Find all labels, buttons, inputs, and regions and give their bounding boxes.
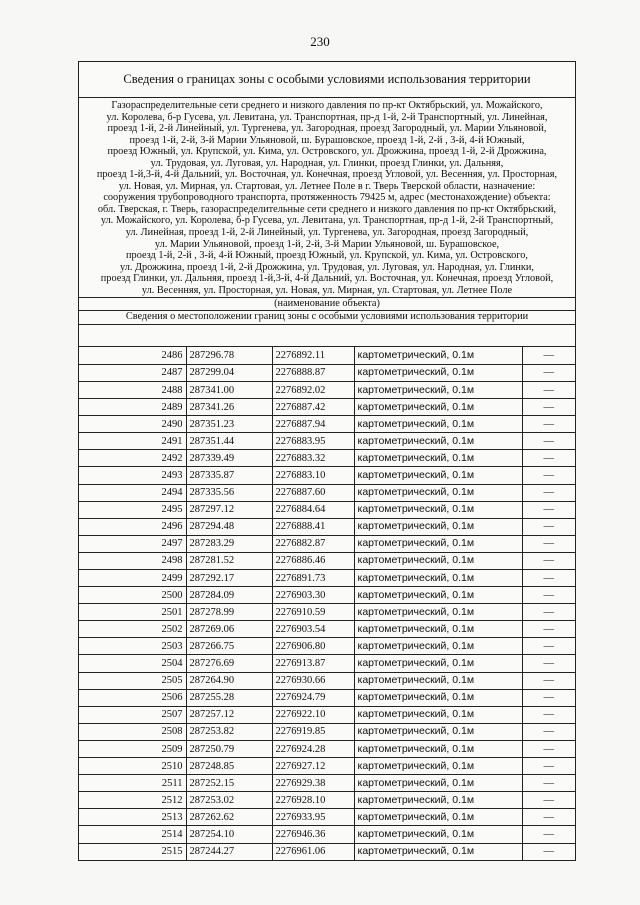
accuracy-dash: —	[522, 518, 575, 535]
coordinate-x: 287255.28	[186, 689, 272, 706]
determination-method: картометрический, 0.1м	[354, 689, 522, 706]
coordinate-x: 287284.09	[186, 587, 272, 604]
determination-method: картометрический, 0.1м	[354, 638, 522, 655]
point-number: 2506	[79, 689, 186, 706]
point-number: 2511	[79, 775, 186, 792]
point-number: 2508	[79, 723, 186, 740]
determination-method: картометрический, 0.1м	[354, 381, 522, 398]
determination-method: картометрический, 0.1м	[354, 672, 522, 689]
determination-method: картометрический, 0.1м	[354, 723, 522, 740]
point-number: 2498	[79, 552, 186, 569]
coordinate-x: 287351.23	[186, 416, 272, 433]
table-row	[79, 416, 575, 433]
table-row	[79, 638, 575, 655]
table-row	[79, 740, 575, 757]
accuracy-dash: —	[522, 416, 575, 433]
description-line: ул. Королева, б-р Гусева, ул. Левитана, ул. Транспортная, пр-д 1-й, 2-й Транспортный, ул. Линейная,	[106, 111, 548, 123]
determination-method: картометрический, 0.1м	[354, 740, 522, 757]
determination-method: картометрический, 0.1м	[354, 467, 522, 484]
accuracy-dash: —	[522, 364, 575, 381]
accuracy-dash: —	[522, 535, 575, 552]
description-line: ул. Можайского, ул. Королева, б-р Гусева, ул. Левитана, ул. Транспортная, пр-д 1-й, 2-й Транспортный,	[100, 215, 554, 227]
coordinate-x: 287335.87	[186, 467, 272, 484]
table-row	[79, 467, 575, 484]
zone-boundary-document	[78, 61, 576, 861]
coordinate-y: 2276888.87	[272, 364, 354, 381]
coordinate-x: 287252.15	[186, 775, 272, 792]
description-line: ул. Дрожжина, проезд 1-й, 2-й Дрожжина, ул. Трудовая, ул. Луговая, ул. Народная, ул. Глинки,	[120, 261, 534, 273]
determination-method: картометрический, 0.1м	[354, 399, 522, 416]
point-number: 2507	[79, 706, 186, 723]
accuracy-dash: —	[522, 552, 575, 569]
point-number: 2492	[79, 450, 186, 467]
accuracy-dash: —	[522, 570, 575, 587]
coordinate-x: 287253.02	[186, 792, 272, 809]
coordinate-y: 2276887.60	[272, 484, 354, 501]
document-title: Сведения о границах зоны с особыми условиями использования территории	[79, 62, 575, 98]
coordinate-y: 2276887.94	[272, 416, 354, 433]
accuracy-dash: —	[522, 467, 575, 484]
description-line: проезд 1-й,3-й, 4-й Дальний, ул. Восточная, ул. Конечная, проезд Угловой, ул. Весенняя, ул. Просторная,	[96, 169, 558, 181]
accuracy-dash: —	[522, 706, 575, 723]
coordinate-x: 287269.06	[186, 621, 272, 638]
coordinate-y: 2276887.42	[272, 399, 354, 416]
accuracy-dash: —	[522, 347, 575, 364]
coordinate-y: 2276906.80	[272, 638, 354, 655]
accuracy-dash: —	[522, 399, 575, 416]
coordinate-y: 2276924.79	[272, 689, 354, 706]
point-number: 2510	[79, 758, 186, 775]
accuracy-dash: —	[522, 740, 575, 757]
accuracy-dash: —	[522, 655, 575, 672]
point-number: 2491	[79, 433, 186, 450]
coordinate-y: 2276882.87	[272, 535, 354, 552]
coordinate-y: 2276933.95	[272, 809, 354, 826]
accuracy-dash: —	[522, 723, 575, 740]
table-row	[79, 604, 575, 621]
table-row	[79, 535, 575, 552]
accuracy-dash: —	[522, 843, 575, 860]
point-number: 2486	[79, 347, 186, 364]
point-number: 2513	[79, 809, 186, 826]
point-number: 2512	[79, 792, 186, 809]
coordinate-y: 2276930.66	[272, 672, 354, 689]
accuracy-dash: —	[522, 484, 575, 501]
coordinate-y: 2276924.28	[272, 740, 354, 757]
table-row	[79, 381, 575, 398]
coordinate-x: 287341.00	[186, 381, 272, 398]
point-number: 2493	[79, 467, 186, 484]
table-row	[79, 689, 575, 706]
coordinate-y: 2276927.12	[272, 758, 354, 775]
table-row	[79, 484, 575, 501]
determination-method: картометрический, 0.1м	[354, 416, 522, 433]
coordinate-x: 287278.99	[186, 604, 272, 621]
table-row	[79, 570, 575, 587]
table-row	[79, 672, 575, 689]
description-line: проезд Глинки, ул. Дальняя, проезд 1-й,3-й, 4-й Дальний, ул. Восточная, ул. Конечная, проезд Угловой,	[100, 273, 554, 285]
coordinate-y: 2276886.46	[272, 552, 354, 569]
description-line: сооружения трубопроводного транспорта, протяженность 79425 м, адрес (местонахождение) объекта:	[103, 192, 551, 204]
coordinates-table	[79, 347, 575, 860]
table-row	[79, 433, 575, 450]
point-number: 2505	[79, 672, 186, 689]
determination-method: картометрический, 0.1м	[354, 552, 522, 569]
point-number: 2490	[79, 416, 186, 433]
coordinate-x: 287266.75	[186, 638, 272, 655]
coordinate-x: 287292.17	[186, 570, 272, 587]
coordinate-x: 287281.52	[186, 552, 272, 569]
coordinate-x: 287250.79	[186, 740, 272, 757]
table-row	[79, 450, 575, 467]
coordinate-y: 2276910.59	[272, 604, 354, 621]
table-row	[79, 518, 575, 535]
page-number: 230	[310, 34, 330, 49]
accuracy-dash: —	[522, 501, 575, 518]
coordinate-y: 2276883.95	[272, 433, 354, 450]
table-row	[79, 809, 575, 826]
coordinate-y: 2276929.38	[272, 775, 354, 792]
coordinate-y: 2276922.10	[272, 706, 354, 723]
accuracy-dash: —	[522, 758, 575, 775]
point-number: 2500	[79, 587, 186, 604]
coordinate-y: 2276903.30	[272, 587, 354, 604]
coordinate-x: 287351.44	[186, 433, 272, 450]
point-number: 2496	[79, 518, 186, 535]
coordinate-y: 2276892.11	[272, 347, 354, 364]
coordinate-x: 287283.29	[186, 535, 272, 552]
accuracy-dash: —	[522, 604, 575, 621]
determination-method: картометрический, 0.1м	[354, 826, 522, 843]
coordinate-y: 2276919.85	[272, 723, 354, 740]
coordinate-x: 287257.12	[186, 706, 272, 723]
accuracy-dash: —	[522, 638, 575, 655]
coordinate-y: 2276961.06	[272, 843, 354, 860]
point-number: 2488	[79, 381, 186, 398]
object-name-caption: (наименование объекта)	[79, 298, 575, 311]
table-row	[79, 399, 575, 416]
description-line: проезд 1-й, 2-й, 3-й Марии Ульяновой, ш. Бурашовское, проезд 1-й, 2-й , 3-й, 4-й Южный,	[129, 134, 525, 146]
coordinate-x: 287264.90	[186, 672, 272, 689]
determination-method: картометрический, 0.1м	[354, 347, 522, 364]
coordinate-x: 287341.26	[186, 399, 272, 416]
coordinate-y: 2276883.10	[272, 467, 354, 484]
location-heading: Сведения о местоположении границ зоны с особыми условиями использования территории	[79, 311, 575, 325]
accuracy-dash: —	[522, 621, 575, 638]
coordinate-x: 287254.10	[186, 826, 272, 843]
point-number: 2503	[79, 638, 186, 655]
table-row	[79, 826, 575, 843]
coordinate-y: 2276884.64	[272, 501, 354, 518]
description-line: обл. Тверская, г. Тверь, газораспределительные сети среднего и низкого давления по пр-кт Октябрьский,	[97, 203, 557, 215]
accuracy-dash: —	[522, 450, 575, 467]
table-header-spacer	[79, 325, 575, 347]
determination-method: картометрический, 0.1м	[354, 843, 522, 860]
description-line: ул. Марии Ульяновой, проезд 1-й, 2-й, 3-й Марии Ульяновой, ш. Бурашовское,	[154, 238, 500, 250]
table-row	[79, 587, 575, 604]
table-row	[79, 501, 575, 518]
point-number: 2495	[79, 501, 186, 518]
accuracy-dash: —	[522, 826, 575, 843]
point-number: 2497	[79, 535, 186, 552]
description-line: проезд 1-й, 2-й Линейный, ул. Тургенева, ул. Загородная, проезд Загородный, ул. Марии Ульяновой,	[107, 123, 547, 135]
determination-method: картометрический, 0.1м	[354, 621, 522, 638]
table-row	[79, 364, 575, 381]
accuracy-dash: —	[522, 775, 575, 792]
table-row	[79, 552, 575, 569]
table-row	[79, 347, 575, 364]
accuracy-dash: —	[522, 381, 575, 398]
point-number: 2501	[79, 604, 186, 621]
accuracy-dash: —	[522, 672, 575, 689]
point-number: 2489	[79, 399, 186, 416]
coordinate-x: 287294.48	[186, 518, 272, 535]
description-line: ул. Линейная, проезд 1-й, 2-й Линейный, ул. Тургенева, ул. Загородная, проезд Загородный,	[125, 227, 529, 239]
coordinate-x: 287297.12	[186, 501, 272, 518]
table-row	[79, 706, 575, 723]
coordinate-y: 2276892.02	[272, 381, 354, 398]
description-line: проезд 1-й, 2-й , 3-й, 4-й Южный, проезд Южный, ул. Крупской, ул. Кима, ул. Островского,	[126, 250, 528, 262]
description-line: ул. Новая, ул. Мирная, ул. Стартовая, ул. Летнее Поле в г. Тверь Тверской области, назначение:	[118, 180, 536, 192]
determination-method: картометрический, 0.1м	[354, 518, 522, 535]
table-row	[79, 758, 575, 775]
coordinate-y: 2276883.32	[272, 450, 354, 467]
point-number: 2515	[79, 843, 186, 860]
accuracy-dash: —	[522, 433, 575, 450]
determination-method: картометрический, 0.1м	[354, 775, 522, 792]
point-number: 2494	[79, 484, 186, 501]
determination-method: картометрический, 0.1м	[354, 758, 522, 775]
description-line: Газораспределительные сети среднего и низкого давления по пр-кт Октябрьский, ул. Можайского,	[111, 100, 543, 111]
point-number: 2499	[79, 570, 186, 587]
determination-method: картометрический, 0.1м	[354, 501, 522, 518]
determination-method: картометрический, 0.1м	[354, 484, 522, 501]
determination-method: картометрический, 0.1м	[354, 535, 522, 552]
coordinate-y: 2276903.54	[272, 621, 354, 638]
coordinate-y: 2276946.36	[272, 826, 354, 843]
accuracy-dash: —	[522, 809, 575, 826]
description-line: ул. Весенняя, ул. Просторная, ул. Новая, ул. Мирная, ул. Стартовая, ул. Летнее Поле	[141, 284, 513, 296]
table-row	[79, 843, 575, 860]
coordinate-x: 287276.69	[186, 655, 272, 672]
determination-method: картометрический, 0.1м	[354, 433, 522, 450]
point-number: 2487	[79, 364, 186, 381]
coordinate-x: 287339.49	[186, 450, 272, 467]
description-line: проезд Южный, ул. Крупской, ул. Кима, ул. Островского, ул. Дрожжина, проезд 1-й, 2-й Дрожжина,	[107, 146, 547, 158]
determination-method: картометрический, 0.1м	[354, 706, 522, 723]
table-row	[79, 775, 575, 792]
determination-method: картометрический, 0.1м	[354, 655, 522, 672]
table-row	[79, 655, 575, 672]
coordinate-x: 287248.85	[186, 758, 272, 775]
table-row	[79, 792, 575, 809]
determination-method: картометрический, 0.1м	[354, 792, 522, 809]
point-number: 2509	[79, 740, 186, 757]
coordinate-x: 287296.78	[186, 347, 272, 364]
determination-method: картометрический, 0.1м	[354, 809, 522, 826]
point-number: 2502	[79, 621, 186, 638]
accuracy-dash: —	[522, 689, 575, 706]
point-number: 2514	[79, 826, 186, 843]
table-row	[79, 723, 575, 740]
coordinate-x: 287262.62	[186, 809, 272, 826]
determination-method: картометрический, 0.1м	[354, 450, 522, 467]
object-description	[79, 98, 575, 298]
coordinate-x: 287253.82	[186, 723, 272, 740]
coordinate-x: 287299.04	[186, 364, 272, 381]
determination-method: картометрический, 0.1м	[354, 570, 522, 587]
table-row	[79, 621, 575, 638]
coordinate-y: 2276913.87	[272, 655, 354, 672]
coordinate-y: 2276888.41	[272, 518, 354, 535]
description-line: ул. Трудовая, ул. Луговая, ул. Народная, ул. Глинки, проезд Глинки, ул. Дальняя,	[150, 157, 504, 169]
coordinate-y: 2276891.73	[272, 570, 354, 587]
accuracy-dash: —	[522, 792, 575, 809]
accuracy-dash: —	[522, 587, 575, 604]
determination-method: картометрический, 0.1м	[354, 364, 522, 381]
determination-method: картометрический, 0.1м	[354, 587, 522, 604]
determination-method: картометрический, 0.1м	[354, 604, 522, 621]
coordinate-x: 287244.27	[186, 843, 272, 860]
coordinate-x: 287335.56	[186, 484, 272, 501]
coordinate-y: 2276928.10	[272, 792, 354, 809]
point-number: 2504	[79, 655, 186, 672]
